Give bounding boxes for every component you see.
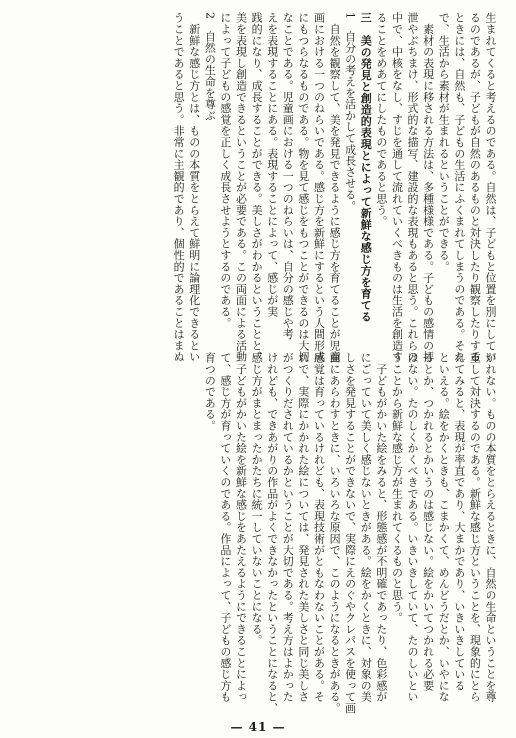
text-line: 践的になり、成長することができる。美しさがわかるということと、 bbox=[250, 12, 264, 363]
text-line: うことであると思う。非常に主観的であり、個性的であることはまぬ bbox=[172, 12, 186, 363]
text-line: 生まれてくると考えるのである。自然は、子どもと位置を別にしてい bbox=[484, 12, 497, 363]
text-line: 感覚は育っているけれども、表現技術がともなわないことがある。そ bbox=[312, 352, 326, 703]
text-line: で、生活から素材が生まれるということができる。 bbox=[437, 12, 451, 272]
text-line: にごっていて美しく感じないときがある。絵をかくときに、対象の美 bbox=[359, 352, 373, 703]
text-line: るとか、つかれるとかいうのは感じない。絵をかいてつかれる必要 bbox=[421, 352, 435, 691]
text-line: えを表現することにある。表現することによって、感じが実 bbox=[265, 12, 279, 318]
text-line: ときには、自然も、子どもの生活にふくまれてしまうのである。それ bbox=[452, 12, 466, 363]
page-number: — 41 — bbox=[230, 720, 286, 734]
lower-text-block bbox=[202, 352, 498, 717]
text-line: 素材の表現に移される方法は、多種様様である。子どもの感情の拝 bbox=[421, 12, 435, 363]
subsection-heading: 2 自然の生命を尊ぶ bbox=[203, 12, 217, 121]
text-line: 泄やぶちまけ、形式的な描写、建設的な表現もあると思う。これらの bbox=[406, 12, 420, 363]
text-line: なことである。児童画における一つのねらいは、自分の感じや考 bbox=[281, 12, 295, 340]
text-line: 美を表現し創造できるということが必要である。この両面による活動 bbox=[234, 12, 248, 363]
text-line: 感じ方がまとまったかたちに統一していないことになる。 bbox=[250, 352, 264, 646]
text-line: がつくりだされているかということが大切である。考え方はよかった bbox=[281, 352, 295, 703]
text-line: けれども、できあがりの作品がよくできなかったということになると、 bbox=[265, 352, 279, 714]
text-line: によって子どもの感覚を正しく成長させようとするのである。 bbox=[218, 12, 232, 329]
text-line: て、感じ方が育っていくのである。作品によって、子どもの感じ方も bbox=[218, 352, 232, 703]
text-line: 自然を観察して、美を発見できるように感じ方を育てることが児童 bbox=[328, 12, 342, 363]
text-line: るのであるが、子どもが自然のあるものと対決したり観察したりする bbox=[468, 12, 482, 363]
text-line: 子どもがかいた絵をみると、形態感が不明確であったり、色彩感が bbox=[374, 352, 388, 703]
text-line: えてみると、表現が率直であり、大まかであり、いきいきしている bbox=[452, 352, 466, 691]
text-line: うことから新鮮な感じ方が生まれてくるものと思う。 bbox=[390, 352, 404, 624]
section-heading: 三 美の発見と創造的表現とによって新鮮な感じ方を育てる bbox=[359, 12, 373, 323]
text-line: れで、実際にかかれた絵については、発見された美しさと同じ美しさ bbox=[296, 352, 310, 703]
text-line: 画における一つのねらいである。感じ方を新鮮にするという人間形成 bbox=[312, 12, 326, 363]
text-line: 育つのである。 bbox=[203, 352, 217, 432]
text-line: にもつらなるものである。物を見て感じをもつことができるのは大切 bbox=[296, 12, 310, 363]
text-line: がれない。ものの本質をとらえるときに、自然の生命ということを尊 bbox=[484, 352, 497, 703]
text-line: 中で、中核をなし、すじを通して流れていくべきものは生活を創造す bbox=[390, 12, 404, 363]
text-line: といえる。絵をかくときも、こまかくて、めんどうだとか、いやにな bbox=[437, 352, 451, 703]
text-line: ることをめあてにしたものであると思う。 bbox=[374, 12, 388, 227]
text-line: 新鮮な感じ方とは、ものの本質をとらえて鮮明に論理化できるとい bbox=[187, 12, 201, 363]
text-line: 面にあらわすときに、いろいろな原因で、このようになるときがある。 bbox=[328, 352, 342, 714]
upper-text-block bbox=[171, 12, 498, 363]
text-line: 重して対決するのである。新鮮な感じ方ということを、現象的にとら bbox=[468, 352, 482, 703]
text-line: 子どもがかいた絵を新鮮な感じをあたえるようにできることによっ bbox=[234, 352, 248, 703]
subsection-heading: 1 自分の考えを活かして成長させる。 bbox=[343, 12, 357, 212]
text-line: はない。たのしくかくべきである。いきいきしていて、たのしいとい bbox=[406, 352, 420, 703]
text-line: しさを発見することができないで、実際にえのぐやクレパスを使って画 bbox=[343, 352, 357, 714]
